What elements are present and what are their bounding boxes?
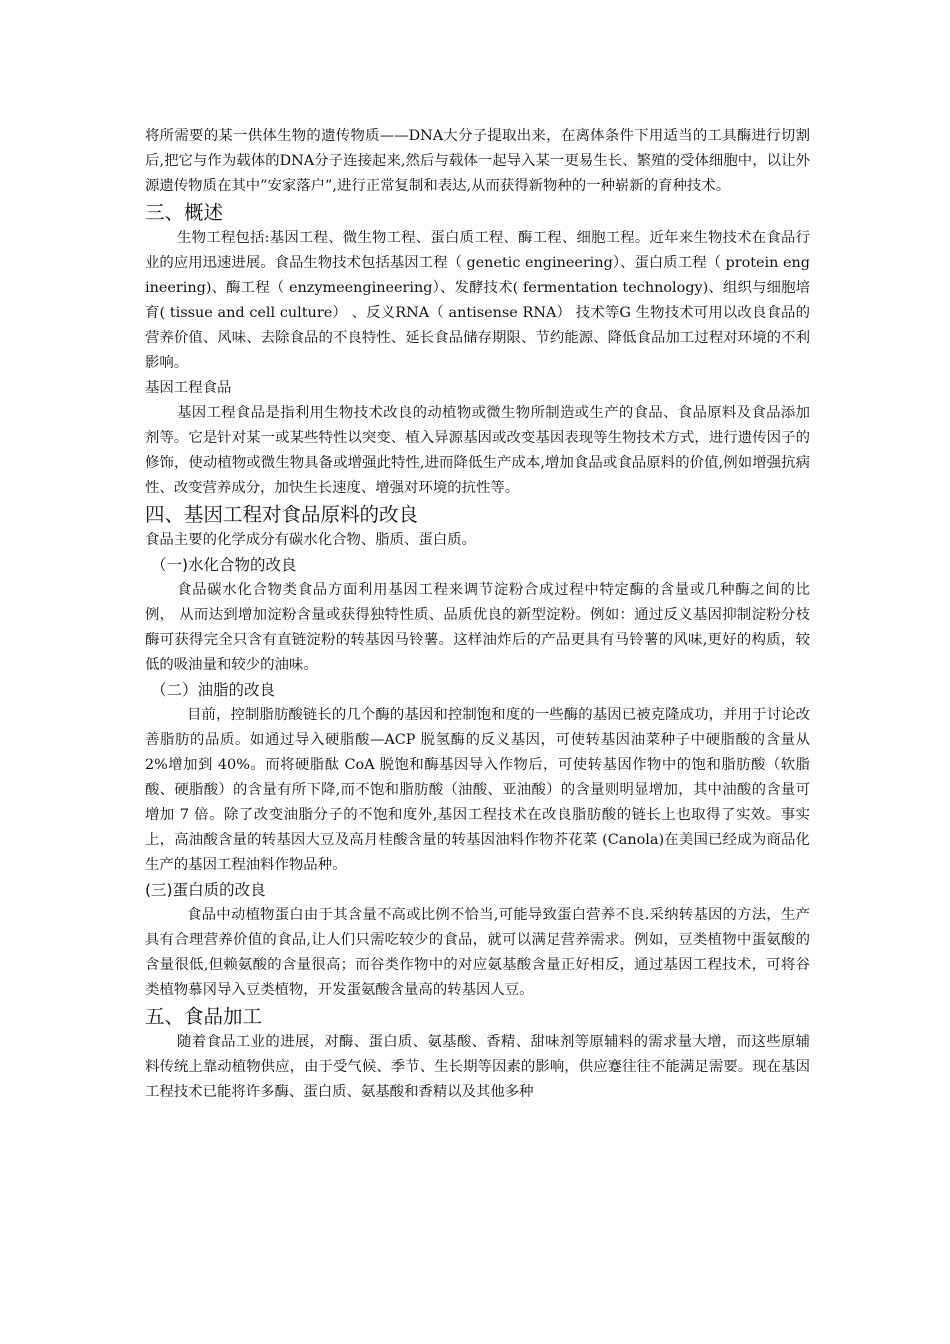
ge-food-heading: 基因工程食品 <box>145 380 232 396</box>
subsection-carbohydrate-heading: （一)水化合物的改良 <box>151 556 297 574</box>
section-3-heading: 三、概述 <box>145 201 224 224</box>
document-page <box>145 124 810 1105</box>
overview-paragraph: 生物工程包括:基因工程、微生物工程、蛋白质工程、酶工程、细胞工程。近年来生物技术在食品行业的应用迅速进展。食品生物技术包括基因工程（ genetic engineering）、蛋白质工程（ protein engineering)、酶工程（ enzymeengineering）、发酵技术( fermentation technology)、组织与细胞培育( tissue and cell culture） 、反义RNA（ antisense RNA） 技术等G 生物技术可用以改良食品的营养价值、风味、去除食品的不良特性、延长食品储存期限、节约能源、降低食品加工过程对环境的不利影响。 <box>145 230 810 371</box>
ge-food-paragraph: 基因工程食品是指利用生物技术改良的动植物或微生物所制造或生产的食品、食品原料及食品添加剂等。它是针对某一或某些特性以突变、植入异源基因或改变基因表现等生物技术方式，进行遗传因子的修饰，使动植物或微生物具备或增强此特性,进而降低生产成本,增加食品或食品原料的价值,例如增强抗病性、改变营养成分，加快生长速度、增强对环境的抗性等。 <box>145 405 810 496</box>
carbohydrate-paragraph: 食品碳水化合物类食品方面利用基因工程来调节淀粉合成过程中特定酶的含量或几种酶之间的比例， 从而达到增加淀粉含量或获得独特性质、品质优良的新型淀粉。例如：通过反义基因抑制淀粉分枝酶可获得完全只含有直链淀粉的转基因马铃薯。这样油炸后的产品更具有马铃薯的风味,更好的构质，较低的吸油量和较少的油味。 <box>145 582 810 673</box>
section-5-heading: 五、食品加工 <box>145 1005 263 1028</box>
section-4-intro: 食品主要的化学成分有碳水化合物、脂质、蛋白质。 <box>145 532 476 548</box>
subsection-protein-heading: (三)蛋白质的改良 <box>145 881 266 899</box>
subsection-fat-heading: （二）油脂的改良 <box>151 681 276 699</box>
fat-paragraph: 目前，控制脂肪酸链长的几个酶的基因和控制饱和度的一些酶的基因已被克隆成功，并用于讨论改善脂肪的品质。如通过导入硬脂酸—ACP 脱氢酶的反义基因，可使转基因油菜种子中硬脂酸的含量从 2%增加到 40%。而将硬脂酞 CoA 脱饱和酶基因导入作物后，可使转基因作物中的饱和脂肪酸（软脂酸、硬脂酸）的含量有所下降,而不饱和脂肪酸（油酸、亚油酸）的含量则明显增加，其中油酸的含量可增加 7 倍。除了改变油脂分子的不饱和度外,基因工程技术在改良脂肪酸的链长上也取得了实效。事实上，高油酸含量的转基因大豆及高月桂酸含量的转基因油料作物芥花菜 (Canola)在美国已经成为商品化生产的基因工程油料作物品种。 <box>145 707 810 873</box>
section-4-heading: 四、基因工程对食品原料的改良 <box>145 503 419 526</box>
intro-paragraph: 将所需要的某一供体生物的遗传物质——DNA大分子提取出来，在离体条件下用适当的工具酶进行切割后,把它与作为载体的DNA分子连接起来,然后与载体一起导入某一更易生长、繁殖的受体细胞中，以让外源遗传物质在其中”安家落户”,进行正常复制和表达,从而获得新物种的一种崭新的育种技术。 <box>145 128 810 194</box>
food-processing-paragraph: 随着食品工业的进展，对酶、蛋白质、氨基酸、香精、甜味剂等原辅料的需求量大增，而这些原辅料传统上靠动植物供应，由于受气候、季节、生长期等因素的影响，供应蹇往往不能满足需要。现在基因工程技术已能将许多酶、蛋白质、氨基酸和香精以及其他多种 <box>145 1034 810 1100</box>
protein-paragraph: 食品中动植物蛋白由于其含量不高或比例不恰当,可能导致蛋白营养不良.采纳转基因的方法，生产具有合理营养价值的食品,让人们只需吃较少的食品，就可以满足营养需求。例如，豆类植物中蛋氨酸的含量很低,但赖氨酸的含量很高；而谷类作物中的对应氨基酸含量正好相反，通过基因工程技术，可将谷类植物慕冈导入豆类植物，开发蛋氨酸含量高的转基因人豆。 <box>145 907 810 998</box>
